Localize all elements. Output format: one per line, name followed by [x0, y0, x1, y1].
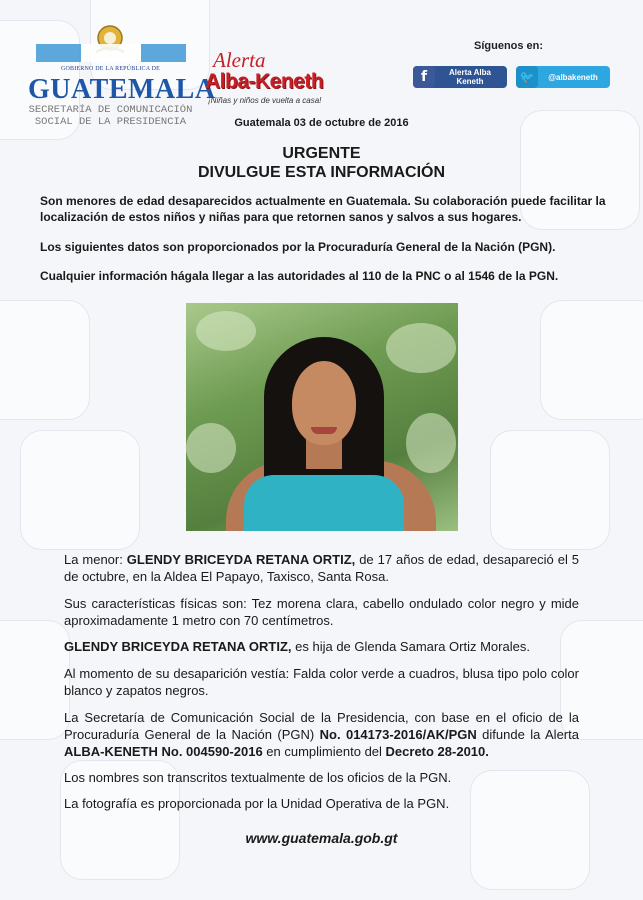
facebook-link[interactable] [413, 66, 507, 88]
urgent-line-2: DIVULGUE ESTA INFORMACIÓN [197, 164, 446, 181]
details-paragraph-3: GLENDY BRICEYDA RETANA ORTIZ, es hija de Glenda Samara Ortiz Morales. [64, 639, 530, 654]
follow-title: Síguenos en: [474, 40, 544, 52]
urgent-heading [0, 144, 643, 182]
missing-person-photo [186, 303, 458, 531]
secretaria-line-1: SECRETARÍA DE COMUNICACIÓN [28, 104, 193, 116]
flag-band [36, 44, 186, 62]
urgent-line-1: URGENTE [282, 145, 361, 162]
intro-paragraph-3: Cualquier información hágala llegar a las autoridades al 110 de la PNC o al 1546 de la PGN. [40, 269, 559, 283]
twitter-link[interactable] [516, 66, 610, 88]
alert-tagline: ¡Niñas y niños de vuelta a casa! [208, 96, 322, 105]
alerta-alba-keneth-logo [205, 48, 335, 108]
gob-name: GUATEMALA [28, 74, 216, 105]
details-paragraph-1: La menor: GLENDY BRICEYDA RETANA ORTIZ, de 17 años de edad, desapareció el 5 de octubre, en la Aldea El Papayo, Taxisco, Santa Rosa. [64, 552, 579, 584]
website-link[interactable]: www.guatemala.gob.gt [245, 830, 398, 846]
facebook-icon: f [413, 66, 435, 88]
details-paragraph-4: Al momento de su desaparición vestía: Falda color verde a cuadros, blusa tipo polo color blanco y zapatos negros. [64, 666, 579, 698]
intro-paragraph-1: Son menores de edad desaparecidos actualmente en Guatemala. Su colaboración puede facilitar la localización de estos niños y niñas para que retornen sanos y salvos a sus hogares. [40, 194, 606, 224]
gobierno-guatemala-logo [28, 22, 216, 132]
details-paragraph-5: La Secretaría de Comunicación Social de la Presidencia, con base en el oficio de la Procuraduría General de la Nación (PGN) No. 014173-2016/AK/PGN difunde la Alerta ALBA-KENETH No. 004590-2016 en cumplimiento del Decreto 28-2010. [64, 710, 579, 759]
bulletin-date: Guatemala 03 de octubre de 2016 [234, 117, 409, 129]
intro-paragraph-2: Los siguientes datos son proporcionados por la Procuraduría General de la Nación (PGN). [40, 240, 556, 254]
secretaria-line-2: SOCIAL DE LA PRESIDENCIA [34, 116, 187, 128]
twitter-icon: 🐦 [516, 66, 538, 88]
gob-small-text: GOBIERNO DE LA REPÚBLICA DE [60, 66, 161, 72]
alert-word: Alerta [213, 48, 266, 72]
alert-name: Alba-Keneth [205, 70, 324, 93]
facebook-label: Alerta Alba Keneth [449, 68, 491, 86]
details-paragraph-6: Los nombres son transcritos textualmente de los oficios de la PGN. [64, 770, 452, 785]
details-paragraph-7: La fotografía es proporcionada por la Unidad Operativa de la PGN. [64, 796, 450, 811]
twitter-label: @albakeneth [548, 72, 598, 82]
details-paragraph-2: Sus características físicas son: Tez morena clara, cabello ondulado color negro y mide aproximadamente 1 metro con 70 centímetros. [64, 596, 579, 628]
